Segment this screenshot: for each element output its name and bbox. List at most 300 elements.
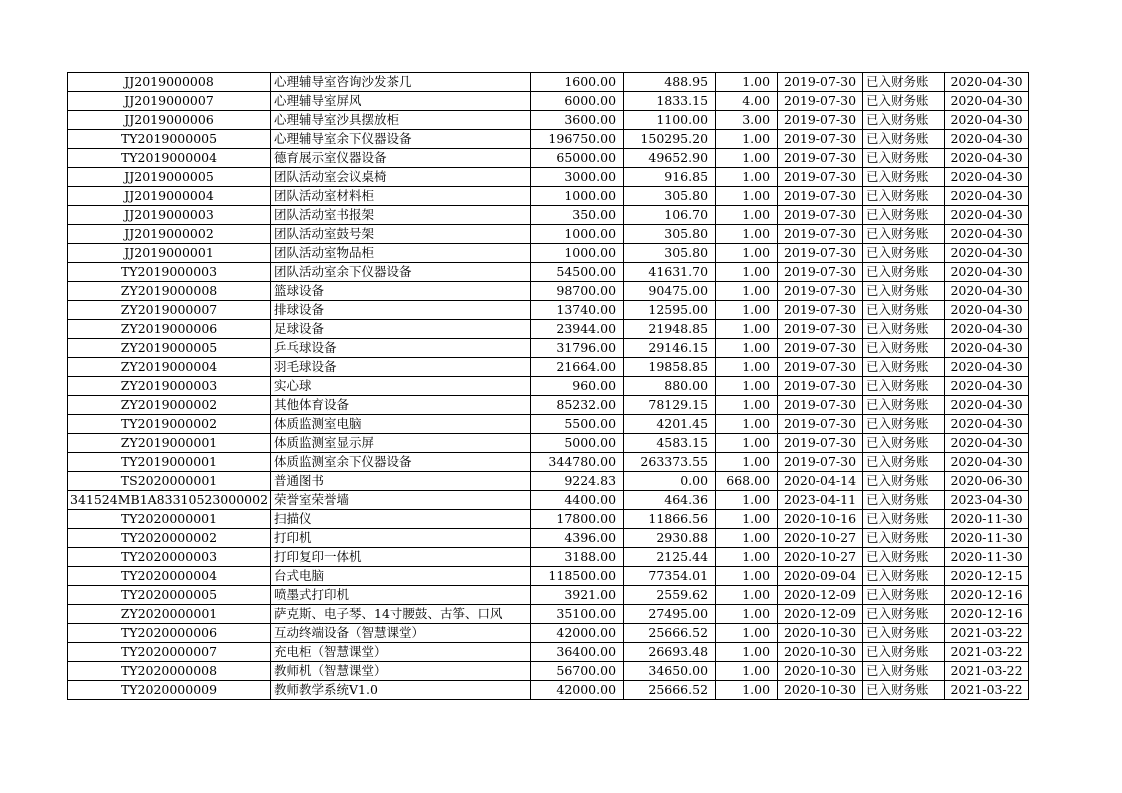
net-value-cell: 2125.44 bbox=[624, 548, 716, 567]
acquired-date-cell: 2019-07-30 bbox=[778, 168, 863, 187]
original-value-cell: 23944.00 bbox=[531, 320, 624, 339]
entry-date-cell: 2020-04-30 bbox=[945, 453, 1029, 472]
finance-status-cell: 已入财务账 bbox=[863, 548, 945, 567]
entry-date-cell: 2020-04-30 bbox=[945, 282, 1029, 301]
asset-code-cell: JJ2019000002 bbox=[68, 225, 271, 244]
asset-code-cell: TS2020000001 bbox=[68, 472, 271, 491]
table-row bbox=[68, 567, 1029, 586]
asset-name-cell: 其他体育设备 bbox=[271, 396, 531, 415]
original-value-cell: 1000.00 bbox=[531, 244, 624, 263]
table-row bbox=[68, 662, 1029, 681]
original-value-cell: 3188.00 bbox=[531, 548, 624, 567]
entry-date-cell: 2023-04-30 bbox=[945, 491, 1029, 510]
finance-status-cell: 已入财务账 bbox=[863, 605, 945, 624]
original-value-cell: 85232.00 bbox=[531, 396, 624, 415]
asset-code-cell: 341524MB1A83310523000002 bbox=[68, 491, 271, 510]
asset-code-cell: ZY2019000005 bbox=[68, 339, 271, 358]
asset-ledger-body bbox=[68, 73, 1029, 700]
entry-date-cell: 2021-03-22 bbox=[945, 662, 1029, 681]
acquired-date-cell: 2019-07-30 bbox=[778, 225, 863, 244]
asset-code-cell: TY2020000008 bbox=[68, 662, 271, 681]
finance-status-cell: 已入财务账 bbox=[863, 206, 945, 225]
quantity-cell: 1.00 bbox=[716, 586, 778, 605]
asset-name-cell: 荣誉室荣誉墙 bbox=[271, 491, 531, 510]
asset-name-cell: 团队活动室会议桌椅 bbox=[271, 168, 531, 187]
acquired-date-cell: 2020-09-04 bbox=[778, 567, 863, 586]
acquired-date-cell: 2019-07-30 bbox=[778, 73, 863, 92]
asset-code-cell: JJ2019000008 bbox=[68, 73, 271, 92]
acquired-date-cell: 2019-07-30 bbox=[778, 377, 863, 396]
asset-code-cell: TY2020000005 bbox=[68, 586, 271, 605]
acquired-date-cell: 2020-10-30 bbox=[778, 643, 863, 662]
original-value-cell: 5000.00 bbox=[531, 434, 624, 453]
finance-status-cell: 已入财务账 bbox=[863, 187, 945, 206]
asset-name-cell: 篮球设备 bbox=[271, 282, 531, 301]
acquired-date-cell: 2019-07-30 bbox=[778, 358, 863, 377]
entry-date-cell: 2021-03-22 bbox=[945, 681, 1029, 700]
acquired-date-cell: 2020-10-16 bbox=[778, 510, 863, 529]
table-row bbox=[68, 301, 1029, 320]
asset-code-cell: ZY2019000001 bbox=[68, 434, 271, 453]
original-value-cell: 3921.00 bbox=[531, 586, 624, 605]
asset-name-cell: 团队活动室余下仪器设备 bbox=[271, 263, 531, 282]
asset-name-cell: 体质监测室电脑 bbox=[271, 415, 531, 434]
entry-date-cell: 2020-04-30 bbox=[945, 434, 1029, 453]
table-row bbox=[68, 263, 1029, 282]
net-value-cell: 21948.85 bbox=[624, 320, 716, 339]
table-row bbox=[68, 111, 1029, 130]
asset-code-cell: TY2020000003 bbox=[68, 548, 271, 567]
acquired-date-cell: 2019-07-30 bbox=[778, 320, 863, 339]
table-row bbox=[68, 206, 1029, 225]
original-value-cell: 54500.00 bbox=[531, 263, 624, 282]
original-value-cell: 42000.00 bbox=[531, 624, 624, 643]
acquired-date-cell: 2019-07-30 bbox=[778, 111, 863, 130]
net-value-cell: 49652.90 bbox=[624, 149, 716, 168]
finance-status-cell: 已入财务账 bbox=[863, 434, 945, 453]
asset-code-cell: ZY2019000004 bbox=[68, 358, 271, 377]
quantity-cell: 1.00 bbox=[716, 548, 778, 567]
table-row bbox=[68, 453, 1029, 472]
asset-name-cell: 打印机 bbox=[271, 529, 531, 548]
table-row bbox=[68, 320, 1029, 339]
original-value-cell: 1600.00 bbox=[531, 73, 624, 92]
entry-date-cell: 2020-12-16 bbox=[945, 586, 1029, 605]
acquired-date-cell: 2019-07-30 bbox=[778, 149, 863, 168]
net-value-cell: 41631.70 bbox=[624, 263, 716, 282]
acquired-date-cell: 2020-12-09 bbox=[778, 605, 863, 624]
finance-status-cell: 已入财务账 bbox=[863, 225, 945, 244]
net-value-cell: 29146.15 bbox=[624, 339, 716, 358]
original-value-cell: 118500.00 bbox=[531, 567, 624, 586]
entry-date-cell: 2020-04-30 bbox=[945, 320, 1029, 339]
acquired-date-cell: 2020-10-27 bbox=[778, 548, 863, 567]
acquired-date-cell: 2020-10-30 bbox=[778, 662, 863, 681]
original-value-cell: 344780.00 bbox=[531, 453, 624, 472]
acquired-date-cell: 2019-07-30 bbox=[778, 282, 863, 301]
quantity-cell: 1.00 bbox=[716, 662, 778, 681]
asset-code-cell: JJ2019000005 bbox=[68, 168, 271, 187]
acquired-date-cell: 2020-04-14 bbox=[778, 472, 863, 491]
table-row bbox=[68, 225, 1029, 244]
table-row bbox=[68, 434, 1029, 453]
entry-date-cell: 2020-11-30 bbox=[945, 529, 1029, 548]
entry-date-cell: 2020-06-30 bbox=[945, 472, 1029, 491]
finance-status-cell: 已入财务账 bbox=[863, 415, 945, 434]
table-row bbox=[68, 491, 1029, 510]
original-value-cell: 98700.00 bbox=[531, 282, 624, 301]
finance-status-cell: 已入财务账 bbox=[863, 529, 945, 548]
asset-code-cell: ZY2019000006 bbox=[68, 320, 271, 339]
original-value-cell: 56700.00 bbox=[531, 662, 624, 681]
quantity-cell: 1.00 bbox=[716, 168, 778, 187]
entry-date-cell: 2021-03-22 bbox=[945, 643, 1029, 662]
asset-code-cell: TY2020000007 bbox=[68, 643, 271, 662]
original-value-cell: 1000.00 bbox=[531, 187, 624, 206]
quantity-cell: 1.00 bbox=[716, 529, 778, 548]
original-value-cell: 3000.00 bbox=[531, 168, 624, 187]
finance-status-cell: 已入财务账 bbox=[863, 168, 945, 187]
asset-code-cell: TY2019000002 bbox=[68, 415, 271, 434]
acquired-date-cell: 2019-07-30 bbox=[778, 415, 863, 434]
asset-code-cell: ZY2019000003 bbox=[68, 377, 271, 396]
table-row bbox=[68, 92, 1029, 111]
net-value-cell: 26693.48 bbox=[624, 643, 716, 662]
finance-status-cell: 已入财务账 bbox=[863, 111, 945, 130]
asset-name-cell: 羽毛球设备 bbox=[271, 358, 531, 377]
asset-code-cell: ZY2019000002 bbox=[68, 396, 271, 415]
net-value-cell: 11866.56 bbox=[624, 510, 716, 529]
original-value-cell: 36400.00 bbox=[531, 643, 624, 662]
net-value-cell: 2559.62 bbox=[624, 586, 716, 605]
acquired-date-cell: 2019-07-30 bbox=[778, 206, 863, 225]
acquired-date-cell: 2019-07-30 bbox=[778, 396, 863, 415]
table-row bbox=[68, 586, 1029, 605]
table-row bbox=[68, 244, 1029, 263]
net-value-cell: 25666.52 bbox=[624, 624, 716, 643]
asset-name-cell: 教师机（智慧课堂） bbox=[271, 662, 531, 681]
net-value-cell: 305.80 bbox=[624, 244, 716, 263]
quantity-cell: 1.00 bbox=[716, 567, 778, 586]
acquired-date-cell: 2020-10-30 bbox=[778, 681, 863, 700]
quantity-cell: 1.00 bbox=[716, 206, 778, 225]
finance-status-cell: 已入财务账 bbox=[863, 567, 945, 586]
finance-status-cell: 已入财务账 bbox=[863, 73, 945, 92]
net-value-cell: 916.85 bbox=[624, 168, 716, 187]
entry-date-cell: 2020-04-30 bbox=[945, 130, 1029, 149]
finance-status-cell: 已入财务账 bbox=[863, 244, 945, 263]
original-value-cell: 65000.00 bbox=[531, 149, 624, 168]
asset-ledger-table bbox=[67, 72, 1029, 700]
quantity-cell: 1.00 bbox=[716, 434, 778, 453]
table-row bbox=[68, 529, 1029, 548]
table-row bbox=[68, 643, 1029, 662]
net-value-cell: 19858.85 bbox=[624, 358, 716, 377]
entry-date-cell: 2020-04-30 bbox=[945, 415, 1029, 434]
quantity-cell: 668.00 bbox=[716, 472, 778, 491]
quantity-cell: 1.00 bbox=[716, 225, 778, 244]
asset-code-cell: TY2019000003 bbox=[68, 263, 271, 282]
entry-date-cell: 2020-04-30 bbox=[945, 396, 1029, 415]
asset-code-cell: TY2020000006 bbox=[68, 624, 271, 643]
asset-name-cell: 团队活动室书报架 bbox=[271, 206, 531, 225]
table-row bbox=[68, 377, 1029, 396]
asset-code-cell: TY2019000005 bbox=[68, 130, 271, 149]
asset-name-cell: 充电柜（智慧课堂） bbox=[271, 643, 531, 662]
asset-name-cell: 萨克斯、电子琴、14寸腰鼓、古筝、口风 bbox=[271, 605, 531, 624]
original-value-cell: 9224.83 bbox=[531, 472, 624, 491]
finance-status-cell: 已入财务账 bbox=[863, 301, 945, 320]
quantity-cell: 1.00 bbox=[716, 605, 778, 624]
quantity-cell: 1.00 bbox=[716, 624, 778, 643]
asset-code-cell: JJ2019000006 bbox=[68, 111, 271, 130]
table-row bbox=[68, 605, 1029, 624]
asset-code-cell: JJ2019000003 bbox=[68, 206, 271, 225]
asset-name-cell: 普通图书 bbox=[271, 472, 531, 491]
net-value-cell: 12595.00 bbox=[624, 301, 716, 320]
asset-ledger-sheet bbox=[67, 72, 1029, 700]
asset-name-cell: 心理辅导室咨询沙发茶几 bbox=[271, 73, 531, 92]
table-row bbox=[68, 415, 1029, 434]
entry-date-cell: 2020-04-30 bbox=[945, 149, 1029, 168]
asset-name-cell: 心理辅导室沙具摆放柜 bbox=[271, 111, 531, 130]
net-value-cell: 263373.55 bbox=[624, 453, 716, 472]
asset-code-cell: ZY2020000001 bbox=[68, 605, 271, 624]
original-value-cell: 3600.00 bbox=[531, 111, 624, 130]
net-value-cell: 488.95 bbox=[624, 73, 716, 92]
table-row bbox=[68, 396, 1029, 415]
net-value-cell: 1833.15 bbox=[624, 92, 716, 111]
finance-status-cell: 已入财务账 bbox=[863, 263, 945, 282]
table-row bbox=[68, 510, 1029, 529]
asset-code-cell: TY2020000004 bbox=[68, 567, 271, 586]
quantity-cell: 1.00 bbox=[716, 130, 778, 149]
table-row bbox=[68, 130, 1029, 149]
finance-status-cell: 已入财务账 bbox=[863, 510, 945, 529]
entry-date-cell: 2020-04-30 bbox=[945, 92, 1029, 111]
acquired-date-cell: 2020-10-27 bbox=[778, 529, 863, 548]
asset-name-cell: 教师教学系统V1.0 bbox=[271, 681, 531, 700]
quantity-cell: 3.00 bbox=[716, 111, 778, 130]
quantity-cell: 1.00 bbox=[716, 377, 778, 396]
finance-status-cell: 已入财务账 bbox=[863, 339, 945, 358]
quantity-cell: 1.00 bbox=[716, 415, 778, 434]
quantity-cell: 1.00 bbox=[716, 301, 778, 320]
net-value-cell: 4201.45 bbox=[624, 415, 716, 434]
original-value-cell: 21664.00 bbox=[531, 358, 624, 377]
finance-status-cell: 已入财务账 bbox=[863, 662, 945, 681]
asset-code-cell: TY2020000009 bbox=[68, 681, 271, 700]
asset-name-cell: 乒乓球设备 bbox=[271, 339, 531, 358]
acquired-date-cell: 2019-07-30 bbox=[778, 92, 863, 111]
net-value-cell: 305.80 bbox=[624, 187, 716, 206]
net-value-cell: 25666.52 bbox=[624, 681, 716, 700]
asset-name-cell: 团队活动室材料柜 bbox=[271, 187, 531, 206]
finance-status-cell: 已入财务账 bbox=[863, 643, 945, 662]
quantity-cell: 1.00 bbox=[716, 187, 778, 206]
net-value-cell: 2930.88 bbox=[624, 529, 716, 548]
quantity-cell: 1.00 bbox=[716, 396, 778, 415]
finance-status-cell: 已入财务账 bbox=[863, 396, 945, 415]
entry-date-cell: 2020-04-30 bbox=[945, 301, 1029, 320]
acquired-date-cell: 2020-12-09 bbox=[778, 586, 863, 605]
quantity-cell: 1.00 bbox=[716, 320, 778, 339]
table-row bbox=[68, 168, 1029, 187]
original-value-cell: 960.00 bbox=[531, 377, 624, 396]
quantity-cell: 1.00 bbox=[716, 73, 778, 92]
entry-date-cell: 2020-04-30 bbox=[945, 225, 1029, 244]
finance-status-cell: 已入财务账 bbox=[863, 92, 945, 111]
original-value-cell: 4396.00 bbox=[531, 529, 624, 548]
finance-status-cell: 已入财务账 bbox=[863, 681, 945, 700]
table-row bbox=[68, 73, 1029, 92]
asset-name-cell: 实心球 bbox=[271, 377, 531, 396]
net-value-cell: 1100.00 bbox=[624, 111, 716, 130]
asset-name-cell: 足球设备 bbox=[271, 320, 531, 339]
entry-date-cell: 2020-04-30 bbox=[945, 339, 1029, 358]
entry-date-cell: 2020-04-30 bbox=[945, 358, 1029, 377]
entry-date-cell: 2020-04-30 bbox=[945, 73, 1029, 92]
entry-date-cell: 2020-04-30 bbox=[945, 111, 1029, 130]
acquired-date-cell: 2019-07-30 bbox=[778, 339, 863, 358]
table-row bbox=[68, 472, 1029, 491]
asset-name-cell: 体质监测室余下仪器设备 bbox=[271, 453, 531, 472]
quantity-cell: 1.00 bbox=[716, 453, 778, 472]
finance-status-cell: 已入财务账 bbox=[863, 149, 945, 168]
asset-name-cell: 喷墨式打印机 bbox=[271, 586, 531, 605]
table-row bbox=[68, 624, 1029, 643]
table-row bbox=[68, 681, 1029, 700]
asset-name-cell: 体质监测室显示屏 bbox=[271, 434, 531, 453]
net-value-cell: 77354.01 bbox=[624, 567, 716, 586]
quantity-cell: 1.00 bbox=[716, 339, 778, 358]
entry-date-cell: 2020-12-16 bbox=[945, 605, 1029, 624]
quantity-cell: 1.00 bbox=[716, 681, 778, 700]
asset-code-cell: TY2020000001 bbox=[68, 510, 271, 529]
asset-code-cell: JJ2019000007 bbox=[68, 92, 271, 111]
entry-date-cell: 2020-12-15 bbox=[945, 567, 1029, 586]
acquired-date-cell: 2020-10-30 bbox=[778, 624, 863, 643]
net-value-cell: 150295.20 bbox=[624, 130, 716, 149]
entry-date-cell: 2020-11-30 bbox=[945, 548, 1029, 567]
original-value-cell: 42000.00 bbox=[531, 681, 624, 700]
net-value-cell: 4583.15 bbox=[624, 434, 716, 453]
asset-code-cell: JJ2019000004 bbox=[68, 187, 271, 206]
asset-code-cell: ZY2019000008 bbox=[68, 282, 271, 301]
net-value-cell: 27495.00 bbox=[624, 605, 716, 624]
asset-name-cell: 排球设备 bbox=[271, 301, 531, 320]
asset-name-cell: 心理辅导室余下仪器设备 bbox=[271, 130, 531, 149]
net-value-cell: 305.80 bbox=[624, 225, 716, 244]
finance-status-cell: 已入财务账 bbox=[863, 282, 945, 301]
asset-name-cell: 团队活动室鼓号架 bbox=[271, 225, 531, 244]
acquired-date-cell: 2019-07-30 bbox=[778, 244, 863, 263]
net-value-cell: 880.00 bbox=[624, 377, 716, 396]
original-value-cell: 17800.00 bbox=[531, 510, 624, 529]
acquired-date-cell: 2019-07-30 bbox=[778, 453, 863, 472]
original-value-cell: 1000.00 bbox=[531, 225, 624, 244]
quantity-cell: 4.00 bbox=[716, 92, 778, 111]
table-row bbox=[68, 339, 1029, 358]
quantity-cell: 1.00 bbox=[716, 491, 778, 510]
table-row bbox=[68, 282, 1029, 301]
finance-status-cell: 已入财务账 bbox=[863, 320, 945, 339]
quantity-cell: 1.00 bbox=[716, 244, 778, 263]
table-row bbox=[68, 548, 1029, 567]
asset-code-cell: JJ2019000001 bbox=[68, 244, 271, 263]
finance-status-cell: 已入财务账 bbox=[863, 453, 945, 472]
net-value-cell: 90475.00 bbox=[624, 282, 716, 301]
asset-name-cell: 互动终端设备（智慧课堂） bbox=[271, 624, 531, 643]
asset-name-cell: 台式电脑 bbox=[271, 567, 531, 586]
entry-date-cell: 2020-04-30 bbox=[945, 168, 1029, 187]
acquired-date-cell: 2019-07-30 bbox=[778, 263, 863, 282]
original-value-cell: 4400.00 bbox=[531, 491, 624, 510]
acquired-date-cell: 2023-04-11 bbox=[778, 491, 863, 510]
finance-status-cell: 已入财务账 bbox=[863, 491, 945, 510]
net-value-cell: 78129.15 bbox=[624, 396, 716, 415]
entry-date-cell: 2020-04-30 bbox=[945, 187, 1029, 206]
original-value-cell: 6000.00 bbox=[531, 92, 624, 111]
table-row bbox=[68, 358, 1029, 377]
finance-status-cell: 已入财务账 bbox=[863, 586, 945, 605]
finance-status-cell: 已入财务账 bbox=[863, 358, 945, 377]
asset-code-cell: TY2020000002 bbox=[68, 529, 271, 548]
original-value-cell: 5500.00 bbox=[531, 415, 624, 434]
net-value-cell: 106.70 bbox=[624, 206, 716, 225]
entry-date-cell: 2020-04-30 bbox=[945, 206, 1029, 225]
asset-name-cell: 团队活动室物品柜 bbox=[271, 244, 531, 263]
quantity-cell: 1.00 bbox=[716, 263, 778, 282]
quantity-cell: 1.00 bbox=[716, 282, 778, 301]
entry-date-cell: 2020-04-30 bbox=[945, 263, 1029, 282]
asset-name-cell: 德育展示室仪器设备 bbox=[271, 149, 531, 168]
finance-status-cell: 已入财务账 bbox=[863, 624, 945, 643]
entry-date-cell: 2020-04-30 bbox=[945, 244, 1029, 263]
finance-status-cell: 已入财务账 bbox=[863, 472, 945, 491]
quantity-cell: 1.00 bbox=[716, 358, 778, 377]
finance-status-cell: 已入财务账 bbox=[863, 130, 945, 149]
net-value-cell: 0.00 bbox=[624, 472, 716, 491]
entry-date-cell: 2020-11-30 bbox=[945, 510, 1029, 529]
acquired-date-cell: 2019-07-30 bbox=[778, 130, 863, 149]
net-value-cell: 464.36 bbox=[624, 491, 716, 510]
original-value-cell: 35100.00 bbox=[531, 605, 624, 624]
original-value-cell: 350.00 bbox=[531, 206, 624, 225]
asset-name-cell: 心理辅导室屏风 bbox=[271, 92, 531, 111]
asset-code-cell: TY2019000001 bbox=[68, 453, 271, 472]
net-value-cell: 34650.00 bbox=[624, 662, 716, 681]
original-value-cell: 31796.00 bbox=[531, 339, 624, 358]
quantity-cell: 1.00 bbox=[716, 510, 778, 529]
acquired-date-cell: 2019-07-30 bbox=[778, 301, 863, 320]
asset-name-cell: 打印复印一体机 bbox=[271, 548, 531, 567]
entry-date-cell: 2020-04-30 bbox=[945, 377, 1029, 396]
acquired-date-cell: 2019-07-30 bbox=[778, 434, 863, 453]
table-row bbox=[68, 187, 1029, 206]
quantity-cell: 1.00 bbox=[716, 643, 778, 662]
asset-code-cell: TY2019000004 bbox=[68, 149, 271, 168]
entry-date-cell: 2021-03-22 bbox=[945, 624, 1029, 643]
original-value-cell: 13740.00 bbox=[531, 301, 624, 320]
quantity-cell: 1.00 bbox=[716, 149, 778, 168]
asset-code-cell: ZY2019000007 bbox=[68, 301, 271, 320]
asset-name-cell: 扫描仪 bbox=[271, 510, 531, 529]
table-row bbox=[68, 149, 1029, 168]
acquired-date-cell: 2019-07-30 bbox=[778, 187, 863, 206]
finance-status-cell: 已入财务账 bbox=[863, 377, 945, 396]
original-value-cell: 196750.00 bbox=[531, 130, 624, 149]
